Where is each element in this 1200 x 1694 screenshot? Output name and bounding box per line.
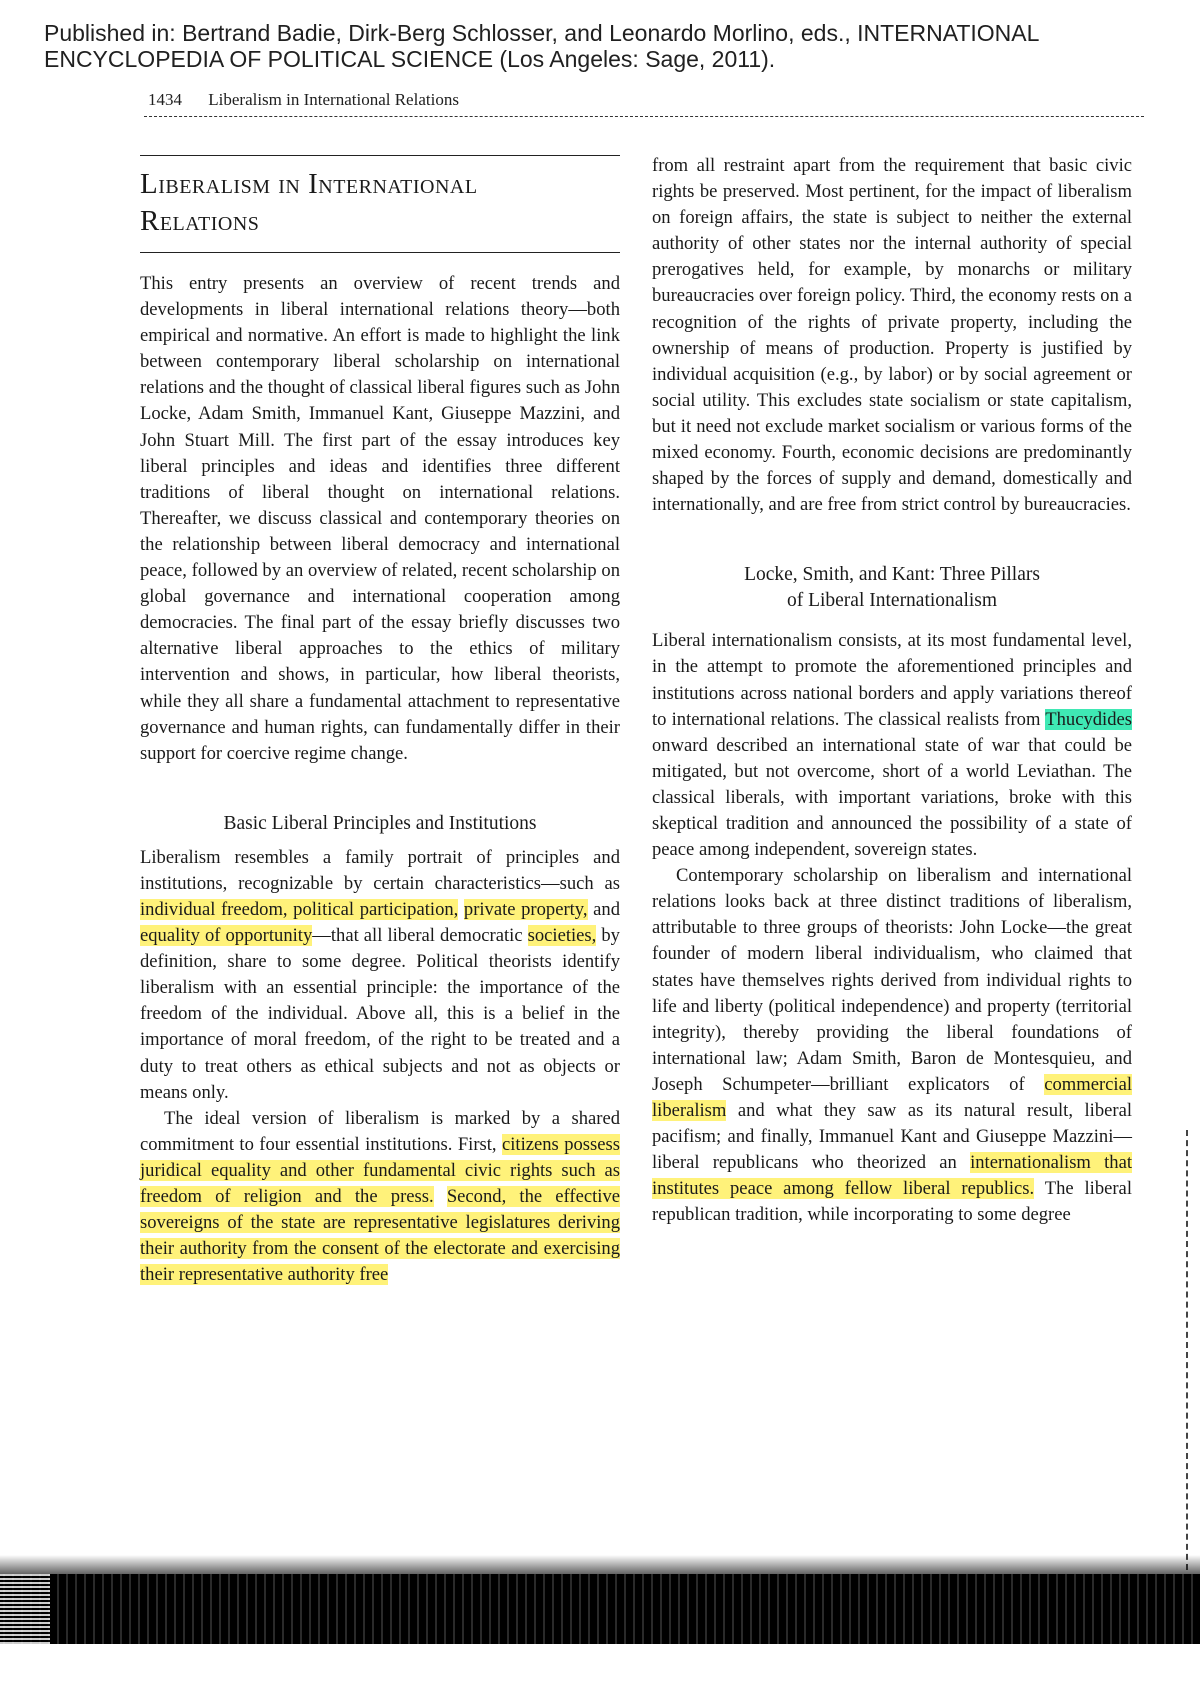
text-run: and what they saw as its natural result, liberal pacifism; and finally, Immanuel Kant and Giuseppe Mazzini—liberal republicans who theorized an [652,1100,1132,1174]
article-title-line2: Relations [140,205,260,237]
section-heading-basic-principles: Basic Liberal Principles and Institutions [223,812,537,834]
text-run: by definition, share to some degree. Political theorists identify liberalism with an essential principle: the importance of the freedom of the individual. Above all, this is a belief in the importance of moral freedom, of the right to be treated and a duty to treat others as ethical subjects and not as objects or means only. [140,925,620,1103]
text-run: and [587,898,620,920]
running-head [148,90,459,110]
text-run: onward described an international state of war that could be mitigated, but not overcome, short of a world Leviathan. The classical liberals, with important variations, broke with this skeptical tradition and announced the possibility of a state of peace among independent, sovereign states. [652,734,1132,861]
article-title-line1: Liberalism in International [140,168,478,200]
paragraph-liberal-principles [140,845,620,1106]
right-column [652,153,1132,1228]
text-run: The ideal version of liberalism is marked by a shared commitment to four essential institutions. First, [140,1107,620,1155]
highlight-societies: societies, [527,925,597,947]
paragraph-four-institutions [140,1106,620,1289]
section-heading-three-pillars [652,562,1132,614]
scan-shadow-band [0,1574,1200,1644]
scan-edge-marks [1186,1130,1190,1570]
paragraph-contemporary-scholarship [652,863,1132,1228]
paragraph-liberal-internationalism [652,628,1132,863]
paragraph-continuation: from all restraint apart from the requirement that basic civic rights be preserved. Most pertinent, for the impact of liberalism on foreign affairs, the state is subject to neither the external authority of other states nor the internal authority of special prerogatives held, for example, by monarchs or military bureaucracies over foreign policy. Third, the economy rests on a recognition of the rights of private property, including the ownership of means of production. Property is justified by individual acquisition (e.g., by labor) or by social agreement or social utility. This excludes state socialism or state capitalism, but it need not exclude market socialism or various forms of the mixed economy. Fourth, economic decisions are predominantly shaped by the forces of supply and demand, domestically and internationally, and are free from strict control by bureaucracies. [652,155,1132,516]
text-run: Liberalism resembles a family portrait of principles and institutions, recognizable by certain characteristics—such as [140,846,620,894]
text-run: —that all liberal democratic [312,925,528,947]
page-number: 1434 [148,90,182,109]
highlight-thucydides: Thucydides [1045,708,1132,730]
highlight-citizens-juridical-equality: citizens possess juridical equality and other fundamental civic rights such as freedom of religion and the press. [140,1133,620,1207]
title-top-rule [140,155,620,156]
highlight-representative-legislatures: Second, the effective sovereigns of the state are representative legislatures deriving their authority from the consent of the electorate and exercising their representative authority free [140,1186,620,1286]
highlight-commercial-liberalism: commercial liberalism [652,1073,1132,1121]
section-heading-line2: of Liberal Internationalism [786,590,998,612]
highlight-individual-freedom: individual freedom, political participation, [140,898,459,920]
publication-note: Published in: Bertrand Badie, Dirk-Berg Schlosser, and Leonardo Morlino, eds., INTERNATIONAL ENCYCLOPEDIA OF POLITICAL SCIENCE (Los Angeles: Sage, 2011). [44,20,1039,72]
text-run [434,1186,447,1207]
left-column [140,155,620,1288]
highlight-private-property: private property, [463,898,588,920]
text-run: Liberal internationalism consists, at its most fundamental level, in the attempt to promote the aforementioned principles and institutions across national borders and apply variations thereof to international relations. The classical realists from [652,630,1132,730]
abstract-paragraph: This entry presents an overview of recent trends and developments in liberal international relations theory—both empirical and normative. An effort is made to highlight the link between contemporary liberal scholarship on international relations and the thought of classical liberal figures such as John Locke, Adam Smith, Immanuel Kant, Giuseppe Mazzini, and John Stuart Mill. The first part of the essay introduces key liberal principles and ideas and identifies three different traditions of liberal thought on international relations. Thereafter, we discuss classical and contemporary theories on the relationship between liberal democracy and international peace, followed by an overview of related, recent scholarship on global governance and international cooperation among democracies. The final part of the essay briefly discusses two alternative liberal approaches to the ethics of military intervention and shows, in particular, how liberal theorists, while they all share a fundamental attachment to representative governance and human rights, can fundamentally differ in their support for coercive regime change. [140,273,620,764]
section-heading-line1: Locke, Smith, and Kant: Three Pillars [744,564,1040,586]
highlight-internationalism-peace: internationalism that institutes peace among fellow liberal republics. [652,1152,1132,1200]
article-title [140,166,620,240]
text-run: Contemporary scholarship on liberalism and international relations looks back at three distinct traditions of liberalism, attributable to three groups of theorists: John Locke—the great founder of modern liberal individualism, who claimed that states have themselves rights derived from individual rights to life and liberty (political independence) and property (territorial integrity), thereby providing the liberal foundations of international law; Adam Smith, Baron de Montesquieu, and Joseph Schumpeter—brilliant explicators of [652,865,1132,1095]
scan-noise-left [0,1574,50,1644]
running-head-title: Liberalism in International Relations [208,90,459,109]
running-head-rule [144,116,1144,117]
text-run: The liberal republican tradition, while incorporating to some degree [652,1178,1132,1226]
highlight-equality-of-opportunity: equality of opportunity [140,925,313,947]
title-bottom-rule [140,252,620,253]
